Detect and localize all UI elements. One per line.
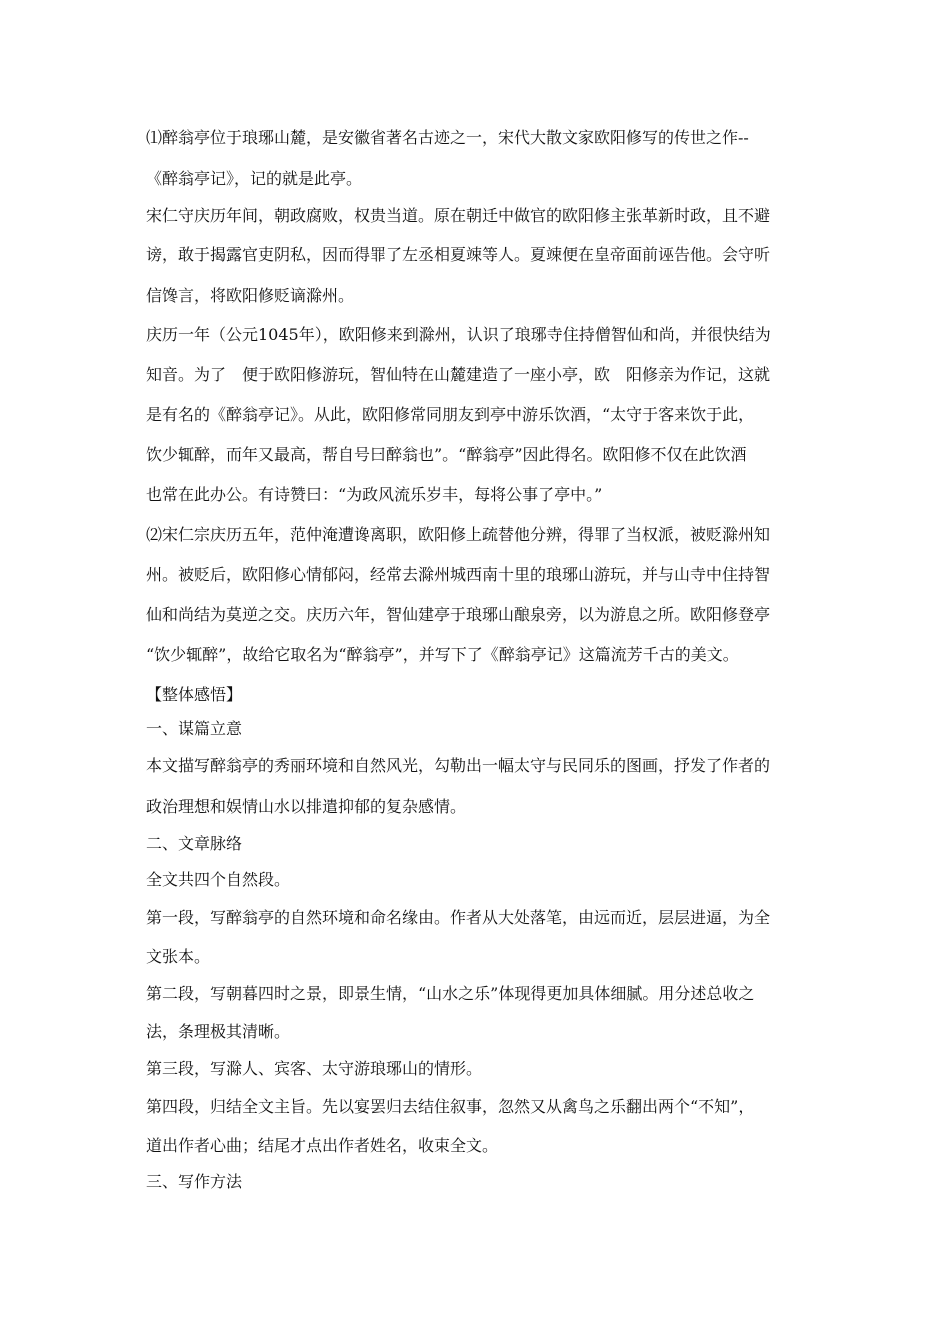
text-line: 第三段，写滁人、宾客、太守游琅琊山的情形。 (146, 1059, 483, 1078)
text-line: 第四段，归结全文主旨。先以宴罢归去结住叙事，忽然又从禽鸟之乐翻出两个“不知”， (146, 1097, 755, 1116)
text-line: 饮少辄醉，而年又最高，帮自号曰醉翁也”。“醉翁亭”因此得名。欧阳修不仅在此饮酒 (146, 445, 747, 464)
text-line: 宋仁守庆历年间，朝政腐败，权贵当道。原在朝迁中做官的欧阳修主张革新时政，且不避 (146, 206, 771, 225)
text-line: 法，条理极其清晰。 (146, 1022, 291, 1041)
subsection-heading: 二、文章脉络 (146, 834, 243, 853)
subsection-heading: 一、谋篇立意 (146, 719, 243, 738)
text-line: 本文描写醉翁亭的秀丽环境和自然风光，勾勒出一幅太守与民同乐的图画，抒发了作者的 (146, 756, 771, 775)
text-line: 知音。为了 便于欧阳修游玩，智仙特在山麓建造了一座小亭，欧 阳修亲为作记，这就 (146, 365, 771, 384)
text-line: 州。被贬后，欧阳修心情郁闷，经常去滁州城西南十里的琅琊山游玩，并与山寺中住持智 (146, 565, 771, 584)
text-line: “饮少辄醉”，故给它取名为“醉翁亭”，并写下了《醉翁亭记》这篇流芳千古的美文。 (146, 645, 739, 664)
text-line: 谤，敢于揭露官吏阴私，因而得罪了左丞相夏竦等人。夏竦便在皇帝面前诬告他。会守听 (146, 245, 771, 264)
section-heading: 【整体感悟】 (146, 685, 243, 704)
text-line: 《醉翁亭记》，记的就是此亭。 (146, 169, 363, 188)
text-line: 信馋言，将欧阳修贬谪滁州。 (146, 286, 355, 305)
text-line: 是有名的《醉翁亭记》。从此，欧阳修常同朋友到亭中游乐饮酒，“太守于客来饮于此， (146, 405, 755, 424)
text-line: 道出作者心曲；结尾才点出作者姓名，收束全文。 (146, 1136, 499, 1155)
text-line: 第二段，写朝暮四时之景，即景生情，“山水之乐”体现得更加具体细腻。用分述总收之 (146, 984, 755, 1003)
text-line: 第一段，写醉翁亭的自然环境和命名缘由。作者从大处落笔，由远而近，层层进逼，为全 (146, 908, 771, 927)
text-line: 政治理想和娱情山水以排遣抑郁的复杂感情。 (146, 797, 467, 816)
text-line: 也常在此办公。有诗赞曰：“为政风流乐岁丰，每将公事了亭中。” (146, 485, 603, 504)
text-line: 庆历一年（公元1045年），欧阳修来到滁州，认识了琅琊寺住持僧智仙和尚，并很快结为 (146, 325, 771, 344)
subsection-heading: 三、写作方法 (146, 1172, 243, 1191)
text-line: ⑴醉翁亭位于琅琊山麓，是安徽省著名古迹之一，宋代大散文家欧阳修写的传世之作-- (146, 128, 749, 147)
text-line: 仙和尚结为莫逆之交。庆历六年，智仙建亭于琅琊山酿泉旁，以为游息之所。欧阳修登亭 (146, 605, 771, 624)
text-line: ⑵宋仁宗庆历五年，范仲淹遭谗离职，欧阳修上疏替他分辨，得罪了当权派，被贬滁州知 (146, 525, 771, 544)
text-line: 全文共四个自然段。 (146, 870, 291, 889)
text-line: 文张本。 (146, 947, 211, 966)
